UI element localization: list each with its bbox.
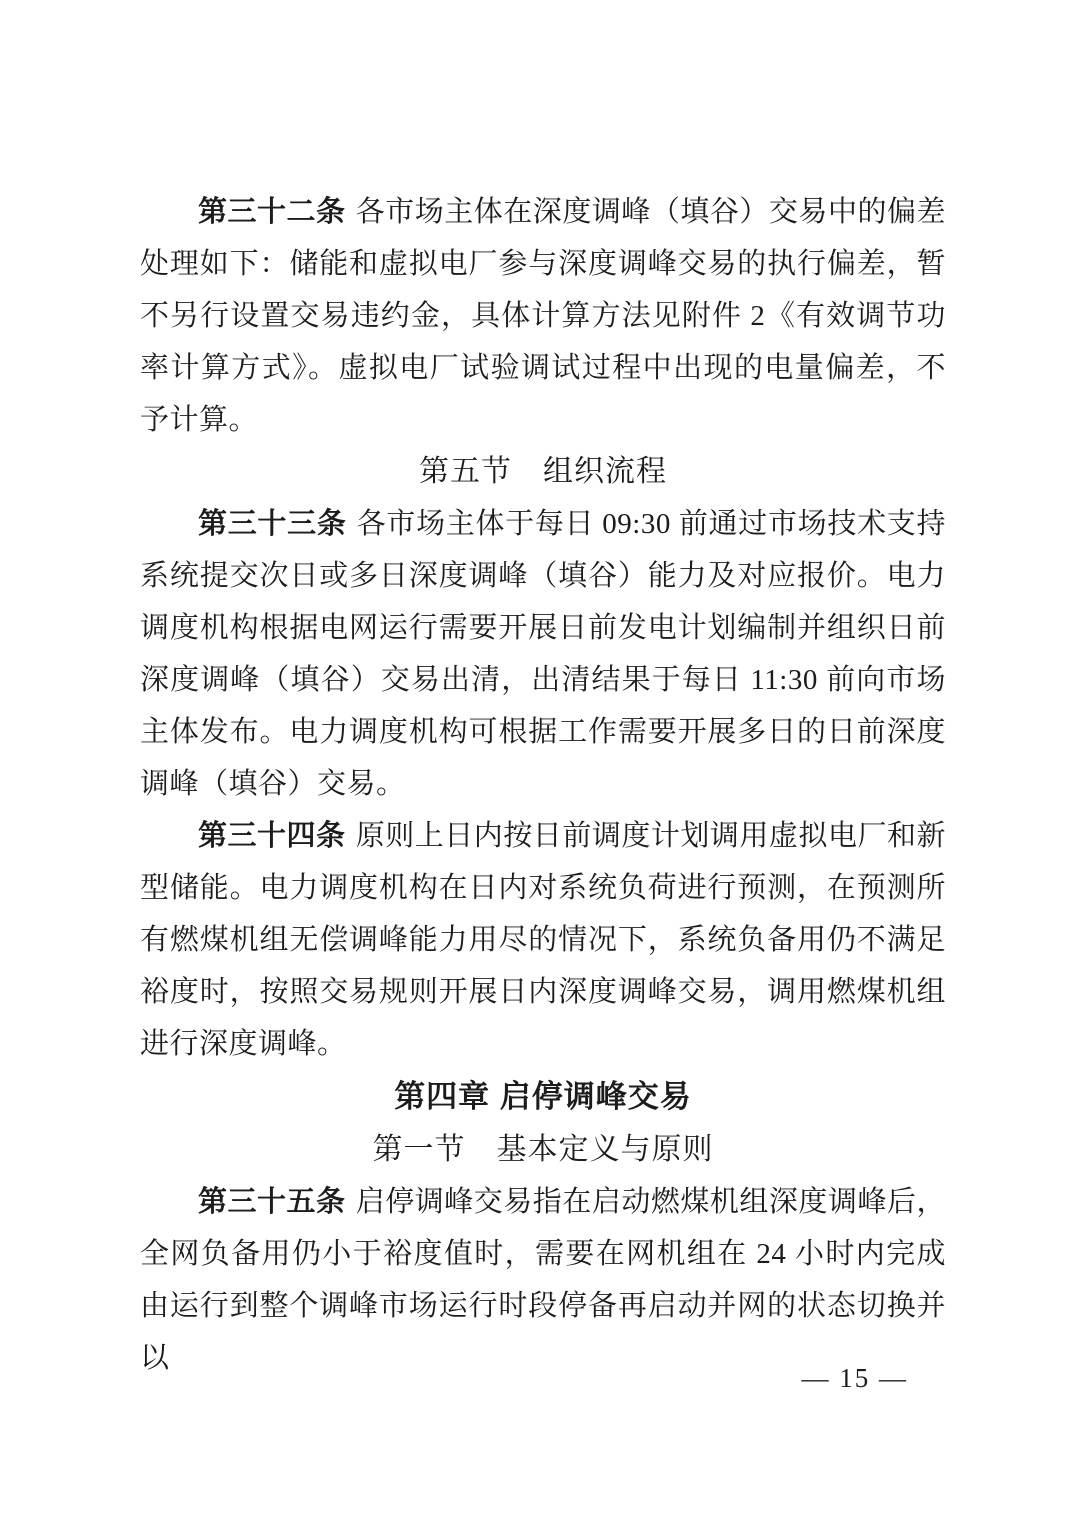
article-34-paragraph	[140, 810, 946, 1070]
article-33-paragraph	[140, 498, 946, 810]
article-35-number: 第三十五条	[198, 1186, 346, 1218]
article-34-number: 第三十四条	[198, 820, 346, 852]
section-1-heading: 第一节 基本定义与原则	[372, 1133, 714, 1166]
article-35-paragraph	[140, 1176, 946, 1384]
section-5-heading: 第五节 组织流程	[419, 455, 667, 488]
article-32-paragraph	[140, 186, 946, 446]
article-34-text: 原则上日内按日前调度计划调用虚拟电厂和新型储能。电力调度机构在日内对系统负荷进行预测，在预测所有燃煤机组无偿调峰能力用尽的情况下，系统负备用仍不满足裕度时，按照交易规则开展日内深度调峰交易，调用燃煤机组进行深度调峰。	[140, 820, 946, 1060]
article-33-text: 各市场主体于每日 09:30 前通过市场技术支持系统提交次日或多日深度调峰（填谷）能力及对应报价。电力调度机构根据电网运行需要开展日前发电计划编制并组织日前深度调峰（填谷）交易出清，出清结果于每日 11:30 前向市场主体发布。电力调度机构可根据工作需要开展多日的日前深度调峰（填谷）交易。	[140, 508, 946, 800]
article-32-number: 第三十二条	[198, 196, 346, 228]
document-content	[140, 186, 946, 1384]
article-32-text: 各市场主体在深度调峰（填谷）交易中的偏差处理如下：储能和虚拟电厂参与深度调峰交易的执行偏差，暂不另行设置交易违约金，具体计算方法见附件 2《有效调节功率计算方式》。虚拟电厂试验调试过程中出现的电量偏差，不予计算。	[140, 196, 946, 436]
page-number: — 15 —	[801, 1363, 908, 1393]
article-33-number: 第三十三条	[198, 508, 347, 540]
article-35-text: 启停调峰交易指在启动燃煤机组深度调峰后，全网负备用仍小于裕度值时，需要在网机组在 24 小时内完成由运行到整个调峰市场运行时段停备再启动并网的状态切换并以	[140, 1186, 946, 1374]
chapter-4-heading: 第四章 启停调峰交易	[394, 1079, 692, 1114]
